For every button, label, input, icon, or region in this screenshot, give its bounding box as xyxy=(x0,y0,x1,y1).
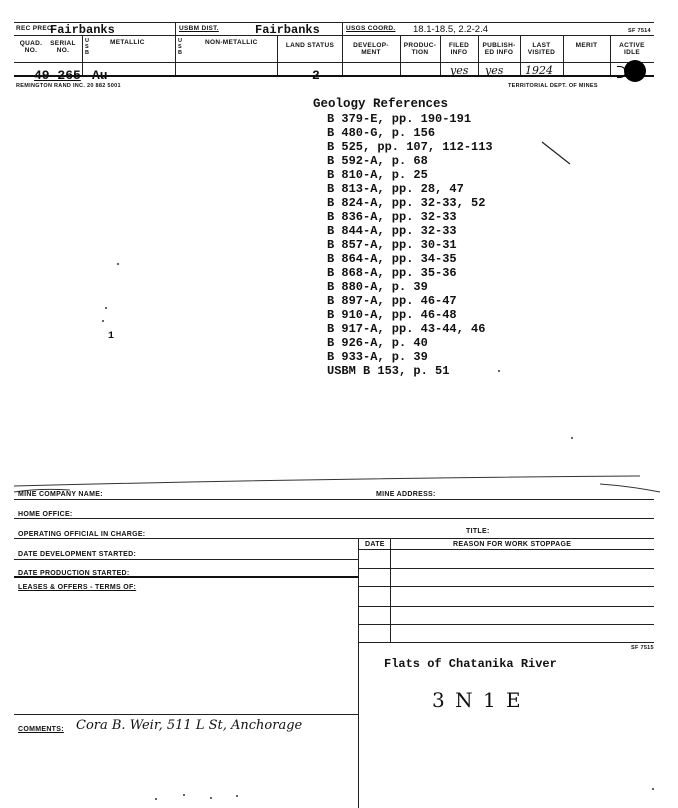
reference-item: B 897-A, pp. 46-47 xyxy=(327,294,457,308)
metallic-value: Au xyxy=(92,68,108,83)
usbm-nonmetallic-marker: U S B xyxy=(178,38,183,56)
reference-item: B 844-A, pp. 32-33 xyxy=(327,224,457,238)
usgs-coord-value: 18.1-18.5, 2.2-2.4 xyxy=(413,24,488,35)
reference-item: B 480-G, p. 156 xyxy=(327,126,436,140)
location-note: Flats of Chatanika River xyxy=(384,657,557,671)
title-label: TITLE: xyxy=(466,528,490,535)
operating-official-label: OPERATING OFFICIAL IN CHARGE: xyxy=(18,531,146,538)
reference-item: B 933-A, p. 39 xyxy=(327,350,428,364)
quad-no-label: QUAD. NO. xyxy=(19,40,43,54)
reference-item: B 868-A, pp. 35-36 xyxy=(327,266,457,280)
speck xyxy=(571,437,573,439)
reference-item: B 880-A, p. 39 xyxy=(327,280,428,294)
development-label: DEVELOP- MENT xyxy=(353,42,389,56)
speck xyxy=(183,794,185,796)
reference-item: B 813-A, pp. 28, 47 xyxy=(327,182,464,196)
rec-prec-value: Fairbanks xyxy=(50,23,115,37)
active-status-dot xyxy=(624,60,646,82)
reference-item: B 917-A, pp. 43-44, 46 xyxy=(327,322,486,336)
reference-item: B 836-A, pp. 32-33 xyxy=(327,210,457,224)
reference-item: B 592-A, p. 68 xyxy=(327,154,428,168)
form-code-lower: SF 7515 xyxy=(631,645,654,651)
reference-item: B 910-A, pp. 46-48 xyxy=(327,308,457,322)
speck xyxy=(652,788,654,790)
reference-item: B 857-A, pp. 30-31 xyxy=(327,238,457,252)
printer-imprint: REMINGTON RAND INC. 20 882 5001 xyxy=(16,83,121,89)
production-label: PRODUC- TION xyxy=(403,42,437,56)
speck xyxy=(102,320,104,322)
land-status-value: 2 xyxy=(312,68,320,83)
comments-label: COMMENTS: xyxy=(18,726,64,733)
serial-no-label: SERIAL NO. xyxy=(50,40,76,54)
non-metallic-label: NON-METALLIC xyxy=(205,39,258,46)
speck xyxy=(236,795,238,797)
usbm-dist-value: Fairbanks xyxy=(255,23,320,37)
last-visited-label: LAST VISITED xyxy=(527,42,556,56)
date-development-started-label: DATE DEVELOPMENT STARTED: xyxy=(18,551,137,558)
margin-mark: 1 xyxy=(108,331,115,342)
reference-item: B 525, pp. 107, 112-113 xyxy=(327,140,493,154)
active-idle-label: ACTIVE IDLE xyxy=(619,42,645,56)
metallic-label: METALLIC xyxy=(110,39,145,46)
filed-info-label: FILED INFO xyxy=(448,42,470,56)
last-visited-value: 1924 xyxy=(525,64,553,77)
pencil-stroke-mark xyxy=(540,140,580,170)
speck xyxy=(105,307,107,309)
reference-item: B 926-A, p. 40 xyxy=(327,336,428,350)
leases-offers-label: LEASES & OFFERS - TERMS OF: xyxy=(18,584,137,591)
mine-company-name-label: MINE COMPANY NAME: xyxy=(18,491,103,498)
merit-label: MERIT xyxy=(575,42,598,49)
reference-item: USBM B 153, p. 51 xyxy=(327,364,450,378)
speck xyxy=(498,370,500,372)
comments-value: Cora B. Weir, 511 L St, Anchorage xyxy=(76,718,303,733)
usbm-metallic-marker: U S B xyxy=(85,38,90,56)
reference-item: B 379-E, pp. 190-191 xyxy=(327,112,472,126)
references-heading: Geology References xyxy=(313,97,449,111)
reference-item: B 810-A, p. 25 xyxy=(327,168,428,182)
speck xyxy=(210,797,212,799)
quad-serial-value: 49-265 xyxy=(34,68,81,83)
date-column-label: DATE xyxy=(365,541,385,548)
mine-address-label: MINE ADDRESS: xyxy=(376,491,436,498)
territorial-dept: TERRITORIAL DEPT. OF MINES xyxy=(508,83,598,89)
speck xyxy=(117,263,119,265)
published-info-label: PUBLISH- ED INFO xyxy=(482,42,516,56)
reason-column-label: REASON FOR WORK STOPPAGE xyxy=(453,541,572,548)
reference-item: B 824-A, pp. 32-33, 52 xyxy=(327,196,486,210)
date-production-started-label: DATE PRODUCTION STARTED: xyxy=(18,570,130,577)
published-info-value: yes xyxy=(485,64,504,77)
home-office-label: HOME OFFICE: xyxy=(18,511,73,518)
speck xyxy=(155,798,157,800)
filed-info-value: yes xyxy=(450,64,469,77)
land-status-label: LAND STATUS xyxy=(285,42,335,49)
usgs-coord-label: USGS COORD. xyxy=(346,25,396,32)
form-code: SF 7514 xyxy=(628,28,651,34)
location-code: 3 N 1 E xyxy=(432,688,523,712)
reference-item: B 864-A, pp. 34-35 xyxy=(327,252,457,266)
usbm-dist-label: USBM DIST. xyxy=(179,25,219,32)
rec-prec-label: REC PREC. xyxy=(16,25,55,32)
